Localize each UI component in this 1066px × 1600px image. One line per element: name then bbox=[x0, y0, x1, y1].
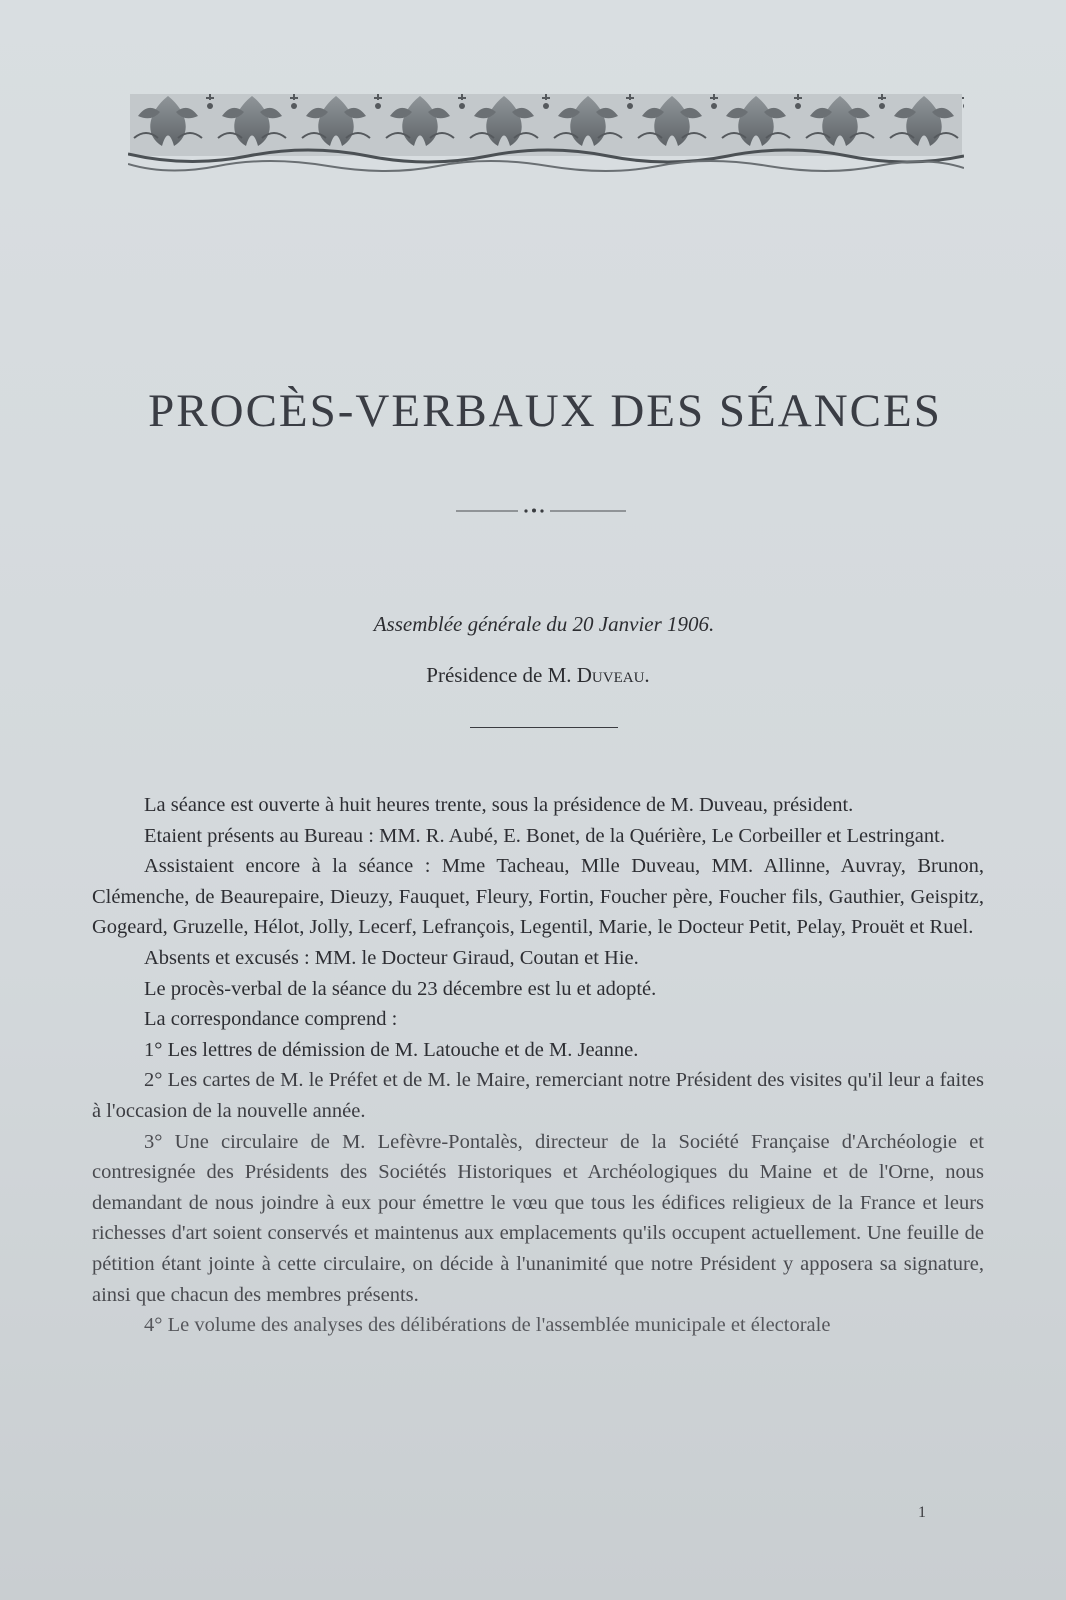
section-rule bbox=[470, 727, 618, 728]
paragraph-minutes-adopted: Le procès-verbal de la séance du 23 décembre est lu et adopté. bbox=[144, 977, 657, 1000]
paragraph-item-2: 2° Les cartes de M. le Préfet et de M. le Maire, remerciant notre Président des visites qu'il leur a faites à l'occasion de la nouvelle année. bbox=[92, 1069, 984, 1122]
presidence-prefix: Présidence de M. bbox=[426, 663, 577, 687]
paragraph-correspondence: La correspondance comprend : bbox=[144, 1008, 398, 1031]
meeting-subtitle: Assemblée générale du 20 Janvier 1906. bbox=[373, 612, 715, 636]
president-name: Duveau. bbox=[576, 663, 650, 687]
paragraph-item-4: 4° Le volume des analyses des délibérations de l'assemblée municipale et électorale bbox=[144, 1314, 831, 1337]
page-number: 1 bbox=[918, 1504, 926, 1521]
page-title: PROCÈS-VERBAUX DES SÉANCES bbox=[148, 385, 942, 437]
paragraph-item-3: 3° Une circulaire de M. Lefèvre-Pontalès, directeur de la Société Française d'Archéologie et contresignée des Présidents des Sociétés Historiques et Archéologiques du Maine et de l'Orne, nous demandant de nous joindre à eux pour émettre le vœu que tous les édifices religieux de la France et leurs richesses d'art soient conservés et maintenus aux emplacements qu'ils occupent actuellement. Une feuille de pétition étant jointe à cette circulaire, on décide à l'unanimité que notre Président y apposera sa signature, ainsi que chacun des membres présents. bbox=[92, 1130, 984, 1306]
paragraph-attendees: Assistaient encore à la séance : Mme Tacheau, Mlle Duveau, MM. Allinne, Auvray, Brunon, Clémenche, de Beaurepaire, Dieuzy, Fauquet, Fleury, Fortin, Foucher père, Foucher fils, Gauthier, Geispitz, Gogeard, Gruzelle, Hélot, Jolly, Lecerf, Lefrançois, Legentil, Marie, le Docteur Petit, Pelay, Prouët et Ruel. bbox=[92, 855, 984, 939]
meeting-presidence bbox=[0, 663, 1066, 688]
dotted-divider-ornament-icon bbox=[456, 504, 626, 518]
paragraph-item-1: 1° Les lettres de démission de M. Latouche et de M. Jeanne. bbox=[144, 1038, 639, 1061]
paragraph-opening: La séance est ouverte à huit heures trente, sous la présidence de M. Duveau, président. bbox=[144, 794, 854, 816]
floral-vine-ornament-icon bbox=[128, 76, 964, 180]
minutes-body bbox=[92, 790, 984, 1341]
paragraph-absents: Absents et excusés : MM. le Docteur Giraud, Coutan et Hie. bbox=[144, 946, 639, 969]
paragraph-bureau: Etaient présents au Bureau : MM. R. Aubé, E. Bonet, de la Quérière, Le Corbeiller et Lestringant. bbox=[144, 824, 945, 847]
